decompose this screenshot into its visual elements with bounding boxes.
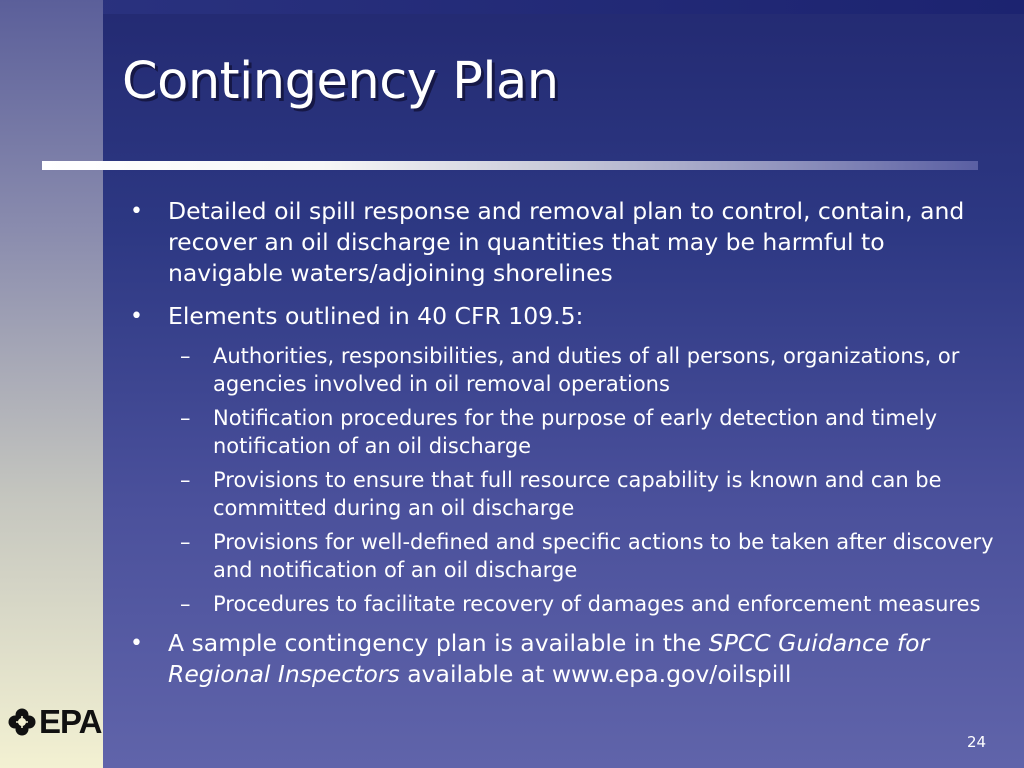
dash-mark: – (180, 468, 191, 492)
bullet-text: Elements outlined in 40 CFR 109.5: (168, 302, 584, 330)
sub-item (122, 404, 1002, 460)
epa-flower-icon (7, 707, 37, 737)
bullet-mark: • (130, 631, 143, 656)
sub-item (122, 342, 1002, 398)
dash-mark: – (180, 592, 191, 616)
epa-logo-text: EPA (39, 703, 102, 740)
sub-item-text: Procedures to facilitate recovery of damages and enforcement measures (213, 592, 981, 616)
sub-item-text: Notification procedures for the purpose of early detection and timely notification of an oil discharge (213, 406, 938, 458)
sub-item (122, 466, 1002, 522)
dash-mark: – (180, 406, 191, 430)
sub-item (122, 590, 1002, 618)
bullet-item (122, 628, 1002, 690)
bullet-mark: • (130, 304, 143, 329)
bullet-item (122, 301, 1002, 332)
top-strip (0, 0, 1024, 14)
left-gradient-bar (0, 0, 103, 768)
sub-item-text: Provisions for well-defined and specific actions to be taken after discovery and notification of an oil discharge (213, 530, 994, 582)
bullet-text-start: A sample contingency plan is available in the (168, 629, 709, 657)
guidance-title: SPCC Guidance for Regional Inspectors (168, 629, 930, 688)
sub-item-text: Provisions to ensure that full resource capability is known and can be committed during an oil discharge (213, 468, 942, 520)
epa-logo (7, 703, 101, 741)
sub-item-text: Authorities, responsibilities, and duties of all persons, organizations, or agencies involved in oil removal operations (213, 344, 960, 396)
bullet-mark: • (130, 199, 143, 224)
dash-mark: – (180, 344, 191, 368)
sub-item (122, 528, 1002, 584)
bullet-text: Detailed oil spill response and removal plan to control, contain, and recover an oil discharge in quantities that may be harmful to navigable waters/adjoining shorelines (168, 197, 965, 287)
title-divider (42, 161, 978, 170)
bullet-item (122, 196, 1002, 289)
slide-content (122, 196, 1002, 702)
bullet-text-end: available at www.epa.gov/oilspill (399, 660, 792, 688)
slide-title: Contingency Plan (122, 52, 559, 111)
sub-list (122, 342, 1002, 618)
page-number: 24 (967, 733, 987, 751)
dash-mark: – (180, 530, 191, 554)
